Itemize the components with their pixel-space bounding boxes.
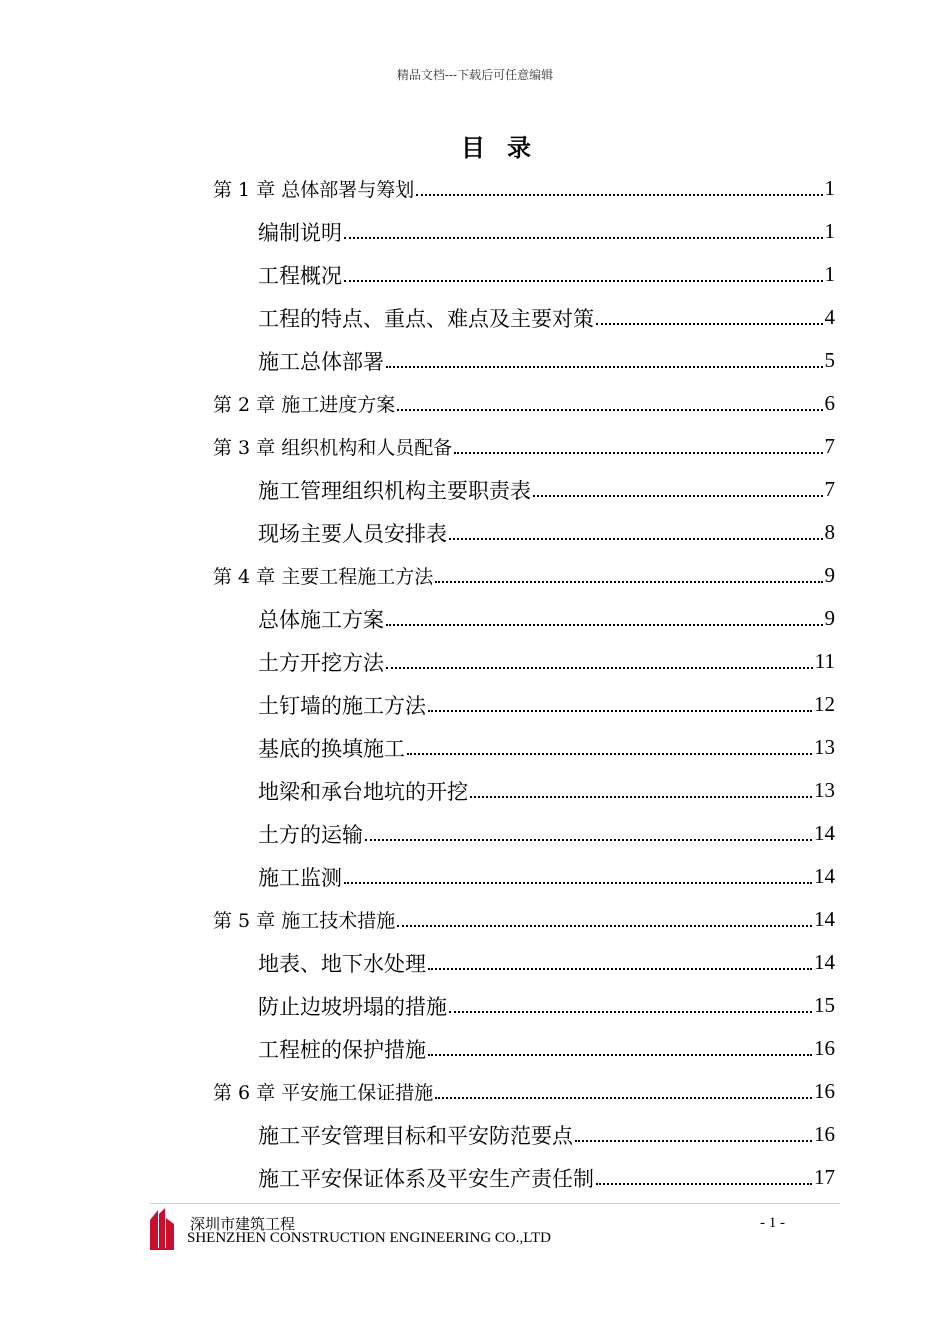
toc-section-entry[interactable] bbox=[258, 726, 835, 769]
toc-entry-page: 5 bbox=[824, 348, 835, 372]
toc-dot-leader bbox=[386, 624, 823, 626]
toc-section-entry[interactable] bbox=[258, 769, 835, 812]
toc-entry-page: 14 bbox=[814, 821, 835, 845]
toc-section-entry[interactable] bbox=[258, 683, 835, 726]
toc-dot-leader bbox=[454, 452, 822, 454]
toc-entry-title: 第 3 章 组织机构和人员配备 bbox=[213, 437, 453, 459]
toc-entry-page: 8 bbox=[824, 520, 835, 544]
toc-entry-title: 施工平安管理目标和平安防范要点 bbox=[258, 1123, 573, 1148]
toc-dot-leader bbox=[449, 1011, 812, 1013]
toc-entry-title: 土方开挖方法 bbox=[258, 650, 384, 675]
toc-entry-page: 13 bbox=[814, 778, 835, 802]
toc-entry-title: 总体施工方案 bbox=[258, 607, 384, 632]
toc-dot-leader bbox=[428, 710, 812, 712]
toc-title: 目录 bbox=[461, 133, 553, 162]
toc-entry-page: 15 bbox=[814, 993, 835, 1017]
toc-entry-title: 第 6 章 平安施工保证措施 bbox=[213, 1082, 434, 1104]
toc-section-entry[interactable] bbox=[258, 468, 835, 511]
toc-dot-leader bbox=[596, 1183, 812, 1185]
footer-company-en: SHENZHEN CONSTRUCTION ENGINEERING CO.,LTD bbox=[187, 1230, 552, 1246]
toc-chapter-entry[interactable] bbox=[213, 167, 835, 210]
toc-entry-page: 16 bbox=[814, 1079, 835, 1103]
toc-entry-title: 第 4 章 主要工程施工方法 bbox=[213, 566, 434, 588]
toc-section-entry[interactable] bbox=[258, 1113, 835, 1156]
toc-dot-leader bbox=[575, 1140, 812, 1142]
toc-entry-title: 施工监测 bbox=[258, 865, 342, 890]
toc-dot-leader bbox=[344, 280, 823, 282]
toc-entry-page: 16 bbox=[814, 1036, 835, 1060]
toc-entry-page: 13 bbox=[814, 735, 835, 759]
toc-section-entry[interactable] bbox=[258, 253, 835, 296]
toc-chapter-entry[interactable] bbox=[213, 1070, 835, 1113]
toc-entry-page: 14 bbox=[814, 864, 835, 888]
toc-entry-title: 工程桩的保护措施 bbox=[258, 1037, 426, 1062]
toc-entry-title: 施工管理组织机构主要职责表 bbox=[258, 478, 531, 503]
toc-dot-leader bbox=[386, 366, 823, 368]
toc-entry-title: 工程概况 bbox=[258, 263, 342, 288]
toc-entry-page: 11 bbox=[814, 649, 835, 673]
toc-entry-title: 基底的换填施工 bbox=[258, 736, 405, 761]
toc-dot-leader bbox=[428, 968, 812, 970]
toc-section-entry[interactable] bbox=[258, 1027, 835, 1070]
toc-entry-title: 土钉墙的施工方法 bbox=[258, 693, 426, 718]
toc-chapter-entry[interactable] bbox=[213, 898, 835, 941]
toc-chapter-entry[interactable] bbox=[213, 554, 835, 597]
toc-entry-page: 9 bbox=[824, 606, 835, 630]
toc-dot-leader bbox=[596, 323, 823, 325]
toc-entry-page: 12 bbox=[814, 692, 835, 716]
toc-dot-leader bbox=[435, 581, 822, 583]
toc-section-entry[interactable] bbox=[258, 296, 835, 339]
toc-dot-leader bbox=[344, 882, 812, 884]
toc-entry-page: 1 bbox=[824, 219, 835, 243]
toc-entry-title: 第 1 章 总体部署与筹划 bbox=[213, 179, 415, 201]
toc-entry-page: 14 bbox=[814, 907, 835, 931]
toc-dot-leader bbox=[416, 194, 822, 196]
toc-dot-leader bbox=[470, 796, 812, 798]
toc-entry-title: 工程的特点、重点、难点及主要对策 bbox=[258, 306, 594, 331]
toc-dot-leader bbox=[365, 839, 812, 841]
toc-entry-title: 施工平安保证体系及平安生产责任制 bbox=[258, 1166, 594, 1191]
toc-chapter-entry[interactable] bbox=[213, 425, 835, 468]
toc-entry-title: 土方的运输 bbox=[258, 822, 363, 847]
toc-entry-page: 6 bbox=[824, 391, 835, 415]
toc-dot-leader bbox=[386, 667, 813, 669]
toc-section-entry[interactable] bbox=[258, 597, 835, 640]
toc-entry-page: 7 bbox=[824, 434, 835, 458]
toc-section-entry[interactable] bbox=[258, 984, 835, 1027]
page-header: 精品文档---下载后可任意编辑 bbox=[396, 68, 554, 82]
toc-entry-page: 17 bbox=[814, 1165, 835, 1189]
toc-section-entry[interactable] bbox=[258, 210, 835, 253]
toc-entry-page: 1 bbox=[824, 262, 835, 286]
toc-dot-leader bbox=[435, 1097, 812, 1099]
toc-dot-leader bbox=[344, 237, 823, 239]
toc-entry-page: 16 bbox=[814, 1122, 835, 1146]
toc-dot-leader bbox=[397, 409, 822, 411]
toc-chapter-entry[interactable] bbox=[213, 382, 835, 425]
toc-section-entry[interactable] bbox=[258, 941, 835, 984]
toc-entry-title: 施工总体部署 bbox=[258, 349, 384, 374]
toc-entry-page: 1 bbox=[824, 176, 835, 200]
toc-section-entry[interactable] bbox=[258, 339, 835, 382]
footer-page-number: - 1 - bbox=[760, 1215, 785, 1231]
footer-company-cn: 深圳市建筑工程 bbox=[190, 1215, 296, 1233]
toc-entry-title: 地梁和承台地坑的开挖 bbox=[258, 779, 468, 804]
toc-entry-page: 4 bbox=[824, 305, 835, 329]
toc-entry-title: 第 2 章 施工进度方案 bbox=[213, 394, 396, 416]
toc-dot-leader bbox=[428, 1054, 812, 1056]
toc-section-entry[interactable] bbox=[258, 1156, 835, 1199]
toc-dot-leader bbox=[397, 925, 812, 927]
toc-entry-title: 地表、地下水处理 bbox=[258, 951, 426, 976]
toc-dot-leader bbox=[449, 538, 823, 540]
toc-section-entry[interactable] bbox=[258, 812, 835, 855]
footer-divider bbox=[150, 1203, 840, 1204]
toc-section-entry[interactable] bbox=[258, 855, 835, 898]
toc-entry-title: 现场主要人员安排表 bbox=[258, 521, 447, 546]
toc-entry-page: 14 bbox=[814, 950, 835, 974]
toc-dot-leader bbox=[533, 495, 823, 497]
building-logo-icon bbox=[150, 1208, 174, 1250]
toc-section-entry[interactable] bbox=[258, 640, 835, 683]
toc-entry-title: 第 5 章 施工技术措施 bbox=[213, 910, 396, 932]
toc-entry-page: 7 bbox=[824, 477, 835, 501]
toc-dot-leader bbox=[407, 753, 812, 755]
toc-section-entry[interactable] bbox=[258, 511, 835, 554]
toc-entry-page: 9 bbox=[824, 563, 835, 587]
toc-entry-title: 编制说明 bbox=[258, 220, 342, 245]
toc-entry-title: 防止边坡坍塌的措施 bbox=[258, 994, 447, 1019]
